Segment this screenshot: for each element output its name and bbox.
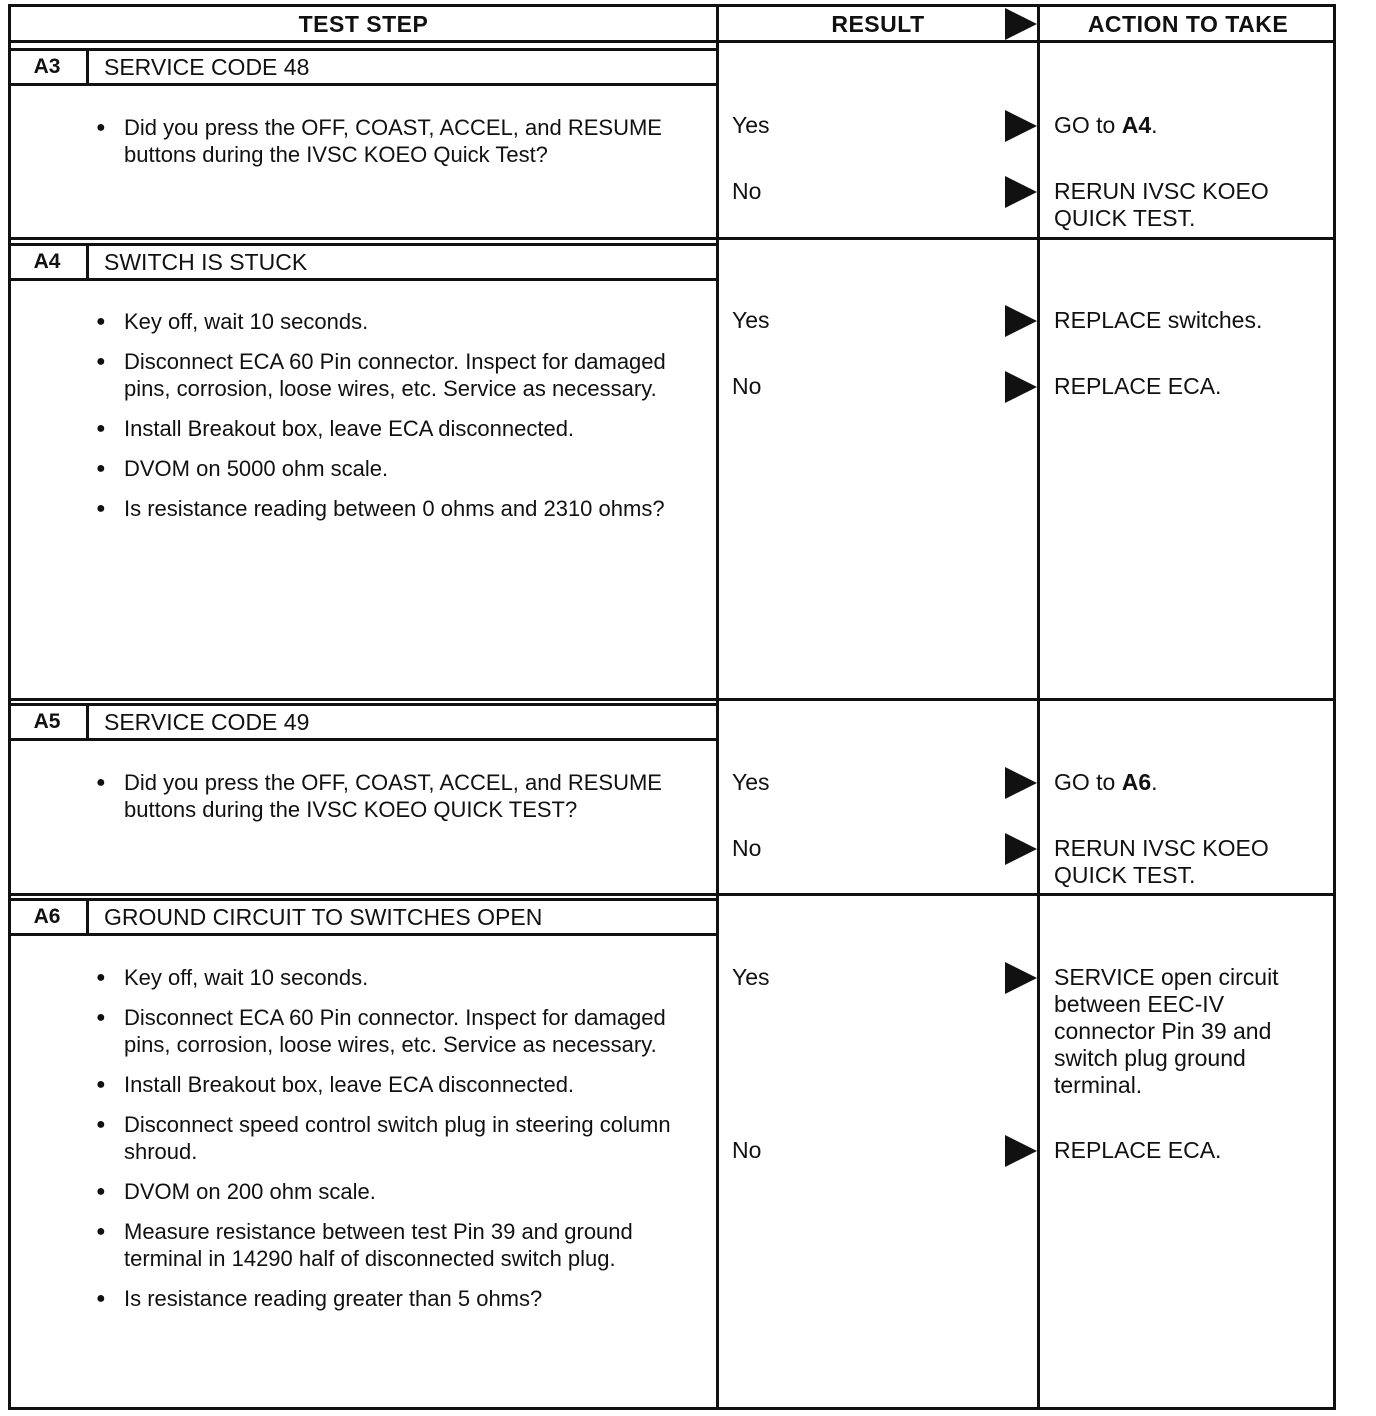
step-a6-result-no: No xyxy=(732,1137,762,1163)
step-a4-id: A4 xyxy=(8,246,89,278)
instruction-item: ● DVOM on 5000 ohm scale. xyxy=(96,455,696,482)
step-a6-title: GROUND CIRCUIT TO SWITCHES OPEN xyxy=(104,904,543,930)
step-a5-result-yes: Yes xyxy=(732,769,770,795)
action-reference: A6 xyxy=(1121,769,1152,795)
section-divider-a6 xyxy=(8,893,1336,896)
arrow-icon xyxy=(1005,305,1037,337)
step-a5-result-no: No xyxy=(732,835,762,861)
step-a6-instructions xyxy=(96,964,696,1325)
step-a6-result-yes: Yes xyxy=(732,964,770,990)
step-a6-header xyxy=(8,898,718,936)
arrow-icon xyxy=(1005,110,1037,142)
step-a6-action-no: REPLACE ECA. xyxy=(1054,1137,1222,1163)
header-test-step: TEST STEP xyxy=(298,11,429,37)
instruction-item: ● Key off, wait 10 seconds. xyxy=(96,964,696,991)
step-a4-action-yes: REPLACE switches. xyxy=(1054,307,1263,333)
step-a3-header xyxy=(8,48,718,86)
action-tail: . xyxy=(1151,769,1158,795)
section-divider-a5 xyxy=(8,698,1336,701)
header-divider xyxy=(8,40,1336,43)
step-a6-id: A6 xyxy=(8,901,89,933)
arrow-icon xyxy=(1005,767,1037,799)
instruction-item: ● Disconnect ECA 60 Pin connector. Inspect for damaged pins, corrosion, loose wires, etc. Service as necessary. xyxy=(96,348,696,402)
instruction-item: ● Measure resistance between test Pin 39 and ground terminal in 14290 half of disconnected switch plug. xyxy=(96,1218,696,1272)
action-tail: . xyxy=(1151,112,1158,138)
step-a3-title: SERVICE CODE 48 xyxy=(104,54,310,80)
step-a3-result-yes: Yes xyxy=(732,112,770,138)
header-action: ACTION TO TAKE xyxy=(1087,11,1289,37)
instruction-item: ● Did you press the OFF, COAST, ACCEL, and RESUME buttons during the IVSC KOEO Quick Test? xyxy=(96,114,696,168)
instruction-item: ● Install Breakout box, leave ECA disconnected. xyxy=(96,1071,696,1098)
step-a4-result-no: No xyxy=(732,373,762,399)
instruction-item: ● Disconnect ECA 60 Pin connector. Inspect for damaged pins, corrosion, loose wires, etc. Service as necessary. xyxy=(96,1004,696,1058)
step-a4-instructions xyxy=(96,308,696,535)
instruction-item: ● Install Breakout box, leave ECA disconnected. xyxy=(96,415,696,442)
instruction-item: ● Did you press the OFF, COAST, ACCEL, and RESUME buttons during the IVSC KOEO QUICK TEST? xyxy=(96,769,696,823)
step-a3-action-yes xyxy=(1054,112,1324,139)
section-divider-a4 xyxy=(8,237,1336,240)
step-a4-result-yes: Yes xyxy=(732,307,770,333)
instruction-item: ● Is resistance reading greater than 5 ohms? xyxy=(96,1285,696,1312)
header-arrow-icon xyxy=(1005,8,1037,40)
step-a6-action-yes: SERVICE open circuit between EEC-IV connector Pin 39 and switch plug ground terminal. xyxy=(1054,964,1279,1098)
action-text: GO to xyxy=(1054,769,1122,795)
step-a3-action-no: RERUN IVSC KOEO QUICK TEST. xyxy=(1054,178,1269,231)
step-a5-instructions xyxy=(96,769,696,836)
action-text: GO to xyxy=(1054,112,1122,138)
step-a5-header xyxy=(8,703,718,741)
action-reference: A4 xyxy=(1121,112,1152,138)
header-result: RESULT xyxy=(831,11,925,37)
arrow-icon xyxy=(1005,176,1037,208)
step-a5-title: SERVICE CODE 49 xyxy=(104,709,310,735)
step-a5-action-no: RERUN IVSC KOEO QUICK TEST. xyxy=(1054,835,1269,888)
instruction-item: ● Disconnect speed control switch plug in steering column shroud. xyxy=(96,1111,696,1165)
step-a3-id: A3 xyxy=(8,51,89,83)
step-a4-title: SWITCH IS STUCK xyxy=(104,249,308,275)
step-a4-header xyxy=(8,243,718,281)
instruction-item: ● Key off, wait 10 seconds. xyxy=(96,308,696,335)
column-divider-action xyxy=(1037,4,1040,1410)
arrow-icon xyxy=(1005,371,1037,403)
instruction-item: ● DVOM on 200 ohm scale. xyxy=(96,1178,696,1205)
step-a3-result-no: No xyxy=(732,178,762,204)
step-a3-instructions xyxy=(96,114,696,181)
step-a4-action-no: REPLACE ECA. xyxy=(1054,373,1222,399)
instruction-item: ● Is resistance reading between 0 ohms and 2310 ohms? xyxy=(96,495,696,522)
arrow-icon xyxy=(1005,962,1037,994)
arrow-icon xyxy=(1005,1135,1037,1167)
arrow-icon xyxy=(1005,833,1037,865)
step-a5-id: A5 xyxy=(8,706,89,738)
step-a5-action-yes xyxy=(1054,769,1324,796)
